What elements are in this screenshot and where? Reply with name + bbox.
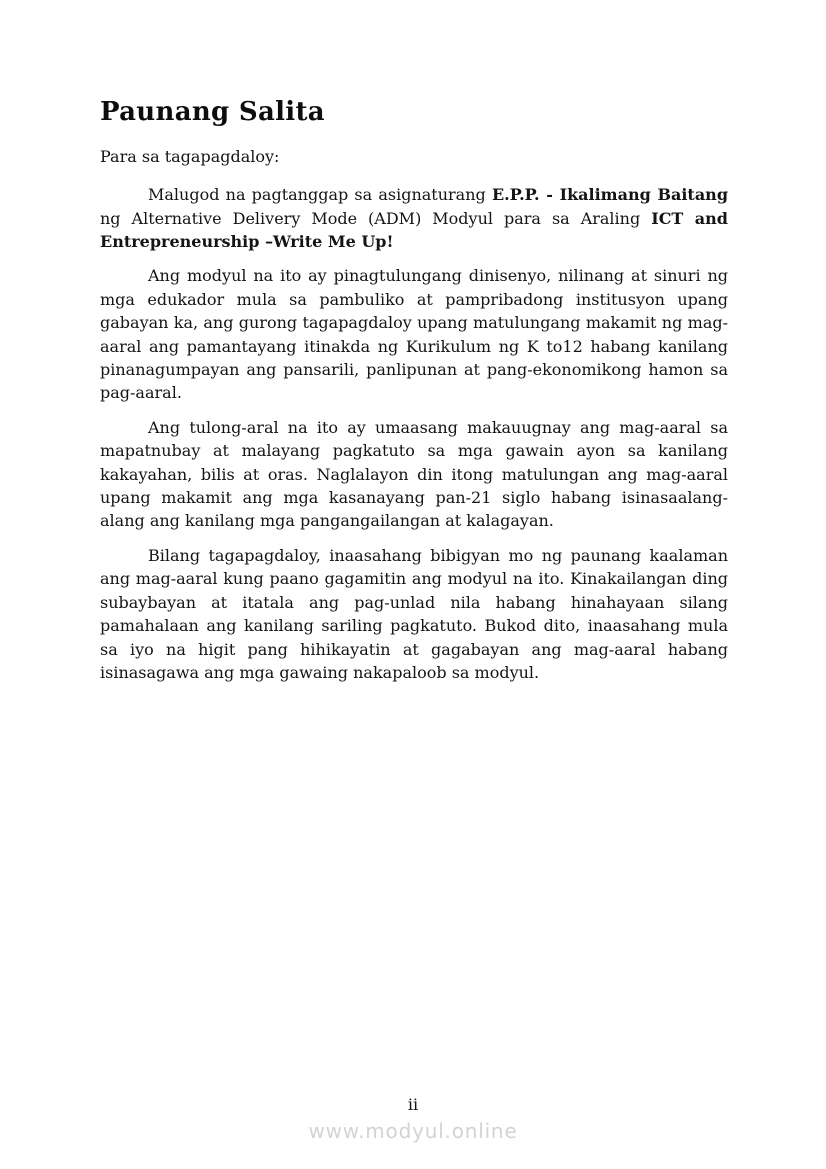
salutation-line: Para sa tagapagdaloy: [100, 147, 280, 167]
paragraph-welcome [100, 183, 728, 253]
paragraph-module-design: Ang modyul na ito ay pinagtulungang dinisenyo, nilinang at sinuri ng mga edukador mula sa pambuliko at pampribadong institusyon upang gabayan ka, ang gurong tagapagdaloy upang matulungang makamit ng mag-aaral ang pamantayang itinakda ng Kurikulum ng K to12 habang kanilang pinanagumpayan ang pansarili, panlipunan at pang-ekonomikong hamon sa pag-aaral. [100, 266, 728, 403]
page-title: Paunang Salita [100, 97, 325, 127]
paragraph-segment-bold-subject: E.P.P. - Ikalimang Baitang [491, 185, 728, 205]
paragraph-facilitator-role: Bilang tagapagdaloy, inaasahang bibigyan mo ng paunang kaalaman ang mag-aaral kung paano gagamitin ang modyul na ito. Kinakailangan ding subaybayan at itatala ang pag-unlad nila habang hinahayaan silang pamahalaan ang kanilang sariling pagkatuto. Bukod dito, inaasahang mula sa iyo na higit pang hihikayatin at gagabayan ang mag-aaral habang isinasagawa ang mga gawaing nakapaloob sa modyul. [100, 545, 728, 682]
paragraph-segment: Malugod na pagtanggap sa asignaturang [148, 185, 492, 205]
watermark-text: www.modyul.online [308, 1119, 518, 1143]
paragraph-learning-aid: Ang tulong-aral na ito ay umaasang makauugnay ang mag-aaral sa mapatnubay at malayang pagkatuto sa mga gawain ayon sa kanilang kakayahan, bilis at oras. Naglalayon din itong matulungan ang mag-aaral upang makamit ang mga kasanayang pan-21 siglo habang isinasaalang-alang ang kanilang mga pangangailangan at kalagayan. [100, 417, 728, 531]
paragraph-segment-bold-module-title: ICT and Entrepreneurship –Write Me Up! [100, 208, 728, 251]
paragraph-segment: ng Alternative Delivery Mode (ADM) Modyul para sa Araling [100, 208, 652, 228]
page-content [100, 97, 728, 695]
page-number: ii [407, 1095, 419, 1114]
